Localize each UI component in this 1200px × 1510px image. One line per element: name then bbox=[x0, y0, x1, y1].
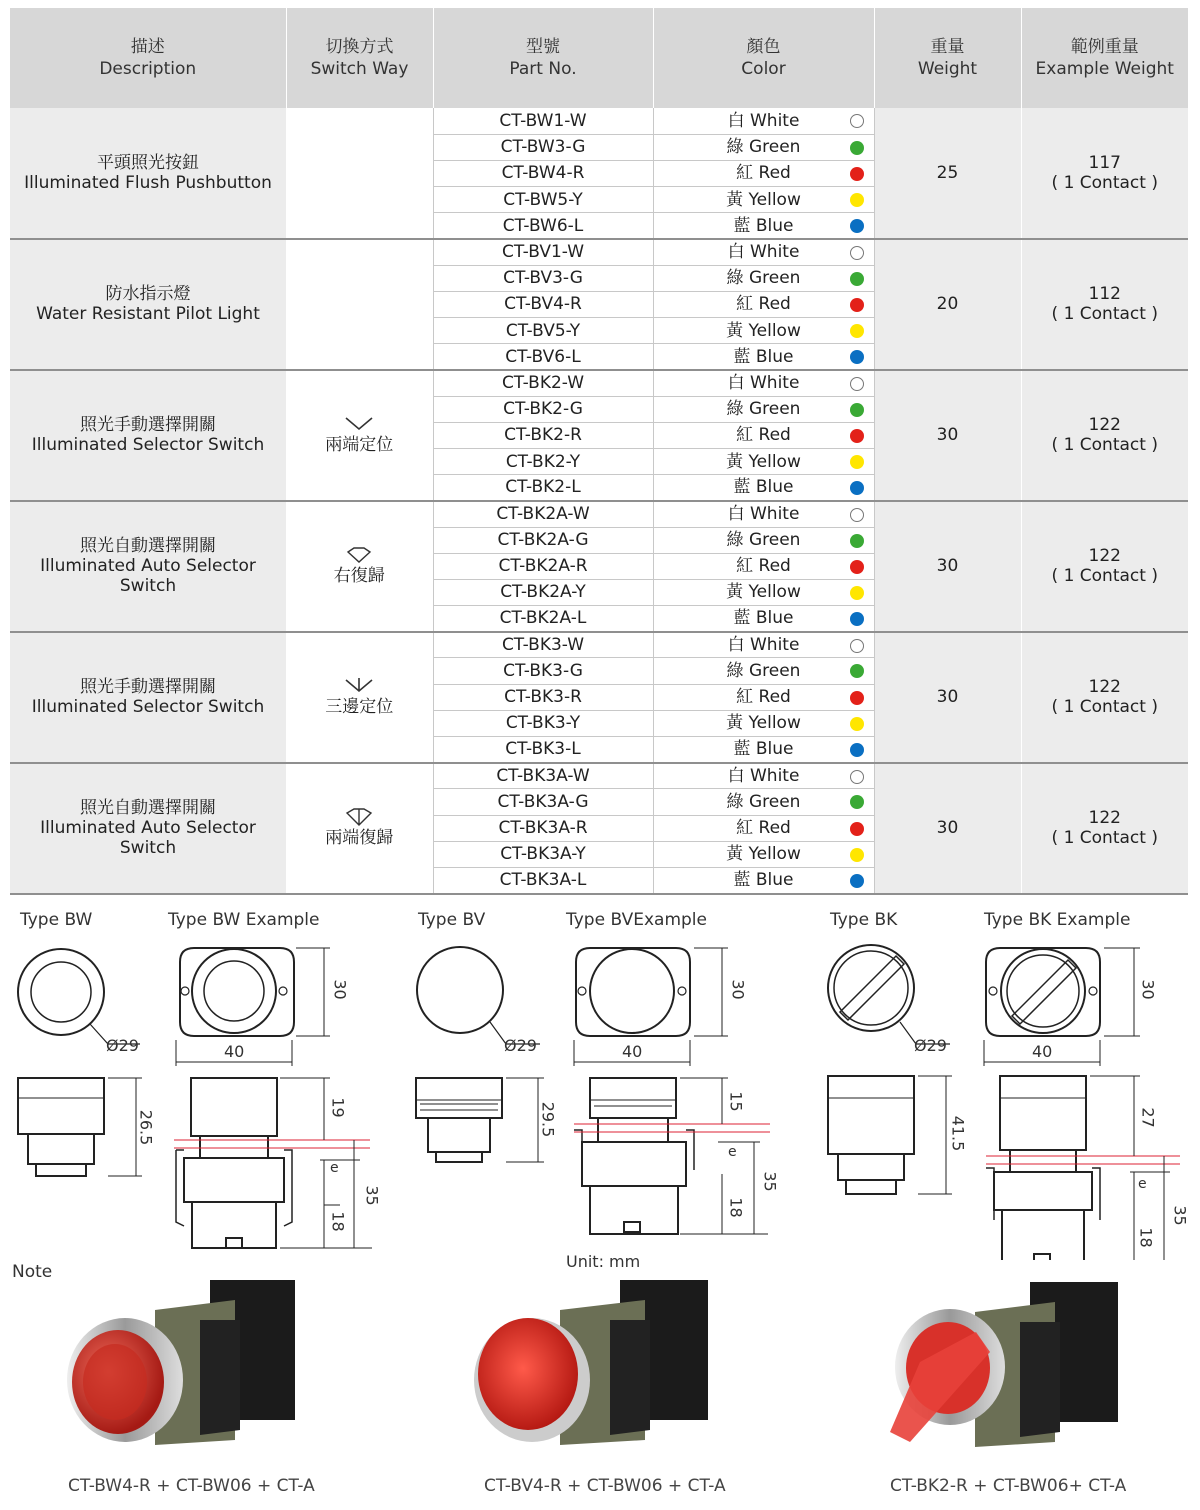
bv-height-label: 30 bbox=[728, 979, 748, 1000]
type-bk-label: Type BK bbox=[830, 910, 898, 930]
bw-front-inner bbox=[31, 962, 91, 1022]
description-cell: 防水指示燈 Water Resistant Pilot Light bbox=[10, 239, 286, 370]
header-example-weight: 範例重量 Example Weight bbox=[1021, 8, 1188, 108]
technical-drawings bbox=[0, 900, 1200, 1260]
bk-side-label: 41.5 bbox=[948, 1115, 968, 1152]
example-weight-cell: 112 ( 1 Contact ) bbox=[1021, 239, 1188, 370]
color-dot-icon bbox=[850, 874, 864, 888]
bw-dia-label: Ø29 bbox=[106, 1036, 139, 1055]
bw-example-side-body bbox=[184, 1158, 284, 1202]
color-dot-icon bbox=[850, 114, 864, 128]
bv-e-label: e bbox=[728, 1144, 737, 1160]
switch-way-cell: 三邊定位 bbox=[286, 632, 433, 763]
color-cell: 藍 Blue bbox=[653, 213, 874, 239]
bv-18-label: 18 bbox=[726, 1197, 746, 1218]
color-dot-icon bbox=[850, 193, 864, 207]
bv-side-label: 29.5 bbox=[538, 1101, 558, 1138]
type-bw-example-label: Type BW Example bbox=[168, 910, 320, 930]
color-cell: 白 White bbox=[653, 108, 874, 134]
spring-return-right-icon bbox=[344, 546, 374, 564]
bv-front-lens bbox=[417, 947, 503, 1033]
part-no-cell: CT-BK2A-G bbox=[433, 527, 653, 553]
color-cell: 白 White bbox=[653, 632, 874, 658]
bv-example-housing bbox=[576, 948, 690, 1036]
weight-cell: 30 bbox=[874, 763, 1021, 894]
color-cell: 藍 Blue bbox=[653, 344, 874, 370]
bw-side-label: 26.5 bbox=[136, 1109, 156, 1146]
bv-35-label: 35 bbox=[760, 1171, 780, 1192]
header-switch-way: 切換方式 Switch Way bbox=[286, 8, 433, 108]
part-no-cell: CT-BW4-R bbox=[433, 160, 653, 186]
color-dot-icon bbox=[850, 612, 864, 626]
weight-cell: 30 bbox=[874, 370, 1021, 501]
part-no-cell: CT-BK3A-W bbox=[433, 763, 653, 789]
color-cell: 綠 Green bbox=[653, 396, 874, 422]
color-dot-icon bbox=[850, 848, 864, 862]
color-cell: 紅 Red bbox=[653, 422, 874, 448]
part-no-cell: CT-BV5-Y bbox=[433, 318, 653, 344]
part-no-cell: CT-BK3-R bbox=[433, 684, 653, 710]
part-no-cell: CT-BK3-L bbox=[433, 737, 653, 763]
color-dot-icon bbox=[850, 743, 864, 757]
part-no-cell: CT-BK2-G bbox=[433, 396, 653, 422]
description-cell: 照光自動選擇開關 Illuminated Auto Selector Switch bbox=[10, 501, 286, 632]
three-position-icon bbox=[344, 677, 374, 695]
table-row bbox=[10, 108, 1188, 134]
color-dot-icon bbox=[850, 481, 864, 495]
color-dot-icon bbox=[850, 717, 864, 731]
color-dot-icon bbox=[850, 219, 864, 233]
table-row bbox=[10, 632, 1188, 658]
color-dot-icon bbox=[850, 455, 864, 469]
header-part-no: 型號 Part No. bbox=[433, 8, 653, 108]
color-dot-icon bbox=[850, 377, 864, 391]
header-description: 描述 Description bbox=[10, 8, 286, 108]
table-row bbox=[10, 239, 1188, 265]
color-dot-icon bbox=[850, 822, 864, 836]
switch-way-cell: 兩端定位 bbox=[286, 370, 433, 501]
part-no-cell: CT-BK2A-W bbox=[433, 501, 653, 527]
part-no-cell: CT-BW1-W bbox=[433, 108, 653, 134]
weight-cell: 30 bbox=[874, 501, 1021, 632]
bw-35-label: 35 bbox=[362, 1185, 382, 1206]
color-cell: 藍 Blue bbox=[653, 475, 874, 501]
bv-side-lens bbox=[416, 1078, 502, 1118]
bk-18-label: 18 bbox=[1136, 1227, 1156, 1248]
color-cell: 藍 Blue bbox=[653, 737, 874, 763]
color-cell: 黃 Yellow bbox=[653, 318, 874, 344]
description-cell: 照光手動選擇開關 Illuminated Selector Switch bbox=[10, 370, 286, 501]
part-no-cell: CT-BW3-G bbox=[433, 134, 653, 160]
part-no-cell: CT-BK3A-L bbox=[433, 867, 653, 893]
color-dot-icon bbox=[850, 167, 864, 181]
bw-height-label: 30 bbox=[330, 979, 350, 1000]
note-label: Note bbox=[12, 1262, 53, 1282]
spec-table bbox=[10, 8, 1188, 895]
weight-cell: 20 bbox=[874, 239, 1021, 370]
part-no-cell: CT-BK2-R bbox=[433, 422, 653, 448]
photo-bk-product bbox=[880, 1272, 1130, 1462]
description-cell: 照光自動選擇開關 Illuminated Auto Selector Switch bbox=[10, 763, 286, 894]
part-no-cell: CT-BK2A-Y bbox=[433, 579, 653, 605]
color-dot-icon bbox=[850, 795, 864, 809]
color-dot-icon bbox=[850, 272, 864, 286]
switch-way-cell: 右復歸 bbox=[286, 501, 433, 632]
table-header-row bbox=[10, 8, 1188, 108]
unit-label: Unit: mm bbox=[566, 1252, 641, 1271]
caption-bw: CT-BW4-R + CT-BW06 + CT-A bbox=[68, 1476, 315, 1496]
part-no-cell: CT-BV6-L bbox=[433, 344, 653, 370]
color-dot-icon bbox=[850, 639, 864, 653]
color-cell: 藍 Blue bbox=[653, 606, 874, 632]
bw-18-label: 18 bbox=[328, 1211, 348, 1232]
part-no-cell: CT-BW6-L bbox=[433, 213, 653, 239]
bk-dia-label: Ø29 bbox=[914, 1036, 947, 1055]
table-row bbox=[10, 370, 1188, 396]
color-cell: 紅 Red bbox=[653, 553, 874, 579]
bk-side-knob bbox=[828, 1076, 914, 1154]
part-no-cell: CT-BK3A-R bbox=[433, 815, 653, 841]
table-row bbox=[10, 501, 1188, 527]
bw-side-cap bbox=[18, 1078, 104, 1134]
bk-35-label: 35 bbox=[1170, 1205, 1190, 1226]
color-dot-icon bbox=[850, 324, 864, 338]
color-dot-icon bbox=[850, 298, 864, 312]
part-no-cell: CT-BV1-W bbox=[433, 239, 653, 265]
color-cell: 黃 Yellow bbox=[653, 448, 874, 474]
type-bv-label: Type BV bbox=[418, 910, 486, 930]
color-dot-icon bbox=[850, 508, 864, 522]
part-no-cell: CT-BK2A-L bbox=[433, 606, 653, 632]
photo-bv-product bbox=[470, 1270, 720, 1460]
description-cell: 照光手動選擇開關 Illuminated Selector Switch bbox=[10, 632, 286, 763]
color-cell: 紅 Red bbox=[653, 291, 874, 317]
color-cell: 黃 Yellow bbox=[653, 187, 874, 213]
bw-width-label: 40 bbox=[224, 1042, 245, 1061]
caption-bv: CT-BV4-R + CT-BW06 + CT-A bbox=[484, 1476, 726, 1496]
part-no-cell: CT-BW5-Y bbox=[433, 187, 653, 213]
type-bw-label: Type BW bbox=[20, 910, 93, 930]
bk-width-label: 40 bbox=[1032, 1042, 1053, 1061]
part-no-cell: CT-BK3-Y bbox=[433, 710, 653, 736]
example-weight-cell: 122 ( 1 Contact ) bbox=[1021, 763, 1188, 894]
bv-15-label: 15 bbox=[726, 1091, 746, 1112]
type-bk-example-label: Type BK Example bbox=[984, 910, 1131, 930]
header-color: 顏色 Color bbox=[653, 8, 874, 108]
color-dot-icon bbox=[850, 770, 864, 784]
color-cell: 白 White bbox=[653, 370, 874, 396]
type-bv-example-label: Type BVExample bbox=[566, 910, 707, 930]
color-cell: 黃 Yellow bbox=[653, 579, 874, 605]
bk-27-label: 27 bbox=[1138, 1107, 1158, 1128]
bv-dia-label: Ø29 bbox=[504, 1036, 537, 1055]
part-no-cell: CT-BK3-W bbox=[433, 632, 653, 658]
weight-cell: 30 bbox=[874, 632, 1021, 763]
caption-bk: CT-BK2-R + CT-BW06+ CT-A bbox=[890, 1476, 1127, 1496]
color-dot-icon bbox=[850, 560, 864, 574]
color-cell: 藍 Blue bbox=[653, 867, 874, 893]
example-weight-cell: 122 ( 1 Contact ) bbox=[1021, 370, 1188, 501]
bk-front-handle bbox=[840, 956, 904, 1020]
bw-example-side-cap bbox=[191, 1078, 277, 1136]
part-no-cell: CT-BK2-L bbox=[433, 475, 653, 501]
switch-way-cell: 兩端復歸 bbox=[286, 763, 433, 894]
switch-way-cell bbox=[286, 108, 433, 239]
bk-front-knob bbox=[828, 945, 914, 1031]
color-cell: 白 White bbox=[653, 239, 874, 265]
color-cell: 紅 Red bbox=[653, 684, 874, 710]
part-no-cell: CT-BK3-G bbox=[433, 658, 653, 684]
color-dot-icon bbox=[850, 586, 864, 600]
header-weight: 重量 Weight bbox=[874, 8, 1021, 108]
color-cell: 綠 Green bbox=[653, 265, 874, 291]
bk-example-housing bbox=[986, 948, 1100, 1036]
color-dot-icon bbox=[850, 534, 864, 548]
color-cell: 綠 Green bbox=[653, 527, 874, 553]
color-dot-icon bbox=[850, 141, 864, 155]
color-dot-icon bbox=[850, 246, 864, 260]
color-dot-icon bbox=[850, 403, 864, 417]
color-cell: 紅 Red bbox=[653, 815, 874, 841]
color-dot-icon bbox=[850, 429, 864, 443]
bw-example-lens bbox=[204, 961, 264, 1021]
switch-way-cell bbox=[286, 239, 433, 370]
color-cell: 黃 Yellow bbox=[653, 841, 874, 867]
color-dot-icon bbox=[850, 664, 864, 678]
color-cell: 白 White bbox=[653, 763, 874, 789]
color-cell: 黃 Yellow bbox=[653, 710, 874, 736]
weight-cell: 25 bbox=[874, 108, 1021, 239]
color-cell: 白 White bbox=[653, 501, 874, 527]
description-cell: 平頭照光按鈕 Illuminated Flush Pushbutton bbox=[10, 108, 286, 239]
color-dot-icon bbox=[850, 350, 864, 364]
part-no-cell: CT-BV4-R bbox=[433, 291, 653, 317]
part-no-cell: CT-BV3-G bbox=[433, 265, 653, 291]
part-no-cell: CT-BK2-Y bbox=[433, 448, 653, 474]
photo-bw-product bbox=[60, 1270, 310, 1460]
table-row bbox=[10, 763, 1188, 789]
part-no-cell: CT-BK2A-R bbox=[433, 553, 653, 579]
color-cell: 綠 Green bbox=[653, 658, 874, 684]
example-weight-cell: 117 ( 1 Contact ) bbox=[1021, 108, 1188, 239]
part-no-cell: CT-BK3A-G bbox=[433, 789, 653, 815]
two-position-icon bbox=[344, 415, 374, 433]
bk-e-label: e bbox=[1138, 1176, 1147, 1192]
bw-19-label: 19 bbox=[328, 1097, 348, 1118]
color-cell: 綠 Green bbox=[653, 134, 874, 160]
example-weight-cell: 122 ( 1 Contact ) bbox=[1021, 632, 1188, 763]
color-cell: 綠 Green bbox=[653, 789, 874, 815]
color-cell: 紅 Red bbox=[653, 160, 874, 186]
part-no-cell: CT-BK2-W bbox=[433, 370, 653, 396]
color-dot-icon bbox=[850, 691, 864, 705]
bv-width-label: 40 bbox=[622, 1042, 643, 1061]
bw-e-label: e bbox=[330, 1160, 339, 1176]
bk-height-label: 30 bbox=[1138, 979, 1158, 1000]
spring-return-both-icon bbox=[344, 808, 374, 826]
part-no-cell: CT-BK3A-Y bbox=[433, 841, 653, 867]
example-weight-cell: 122 ( 1 Contact ) bbox=[1021, 501, 1188, 632]
